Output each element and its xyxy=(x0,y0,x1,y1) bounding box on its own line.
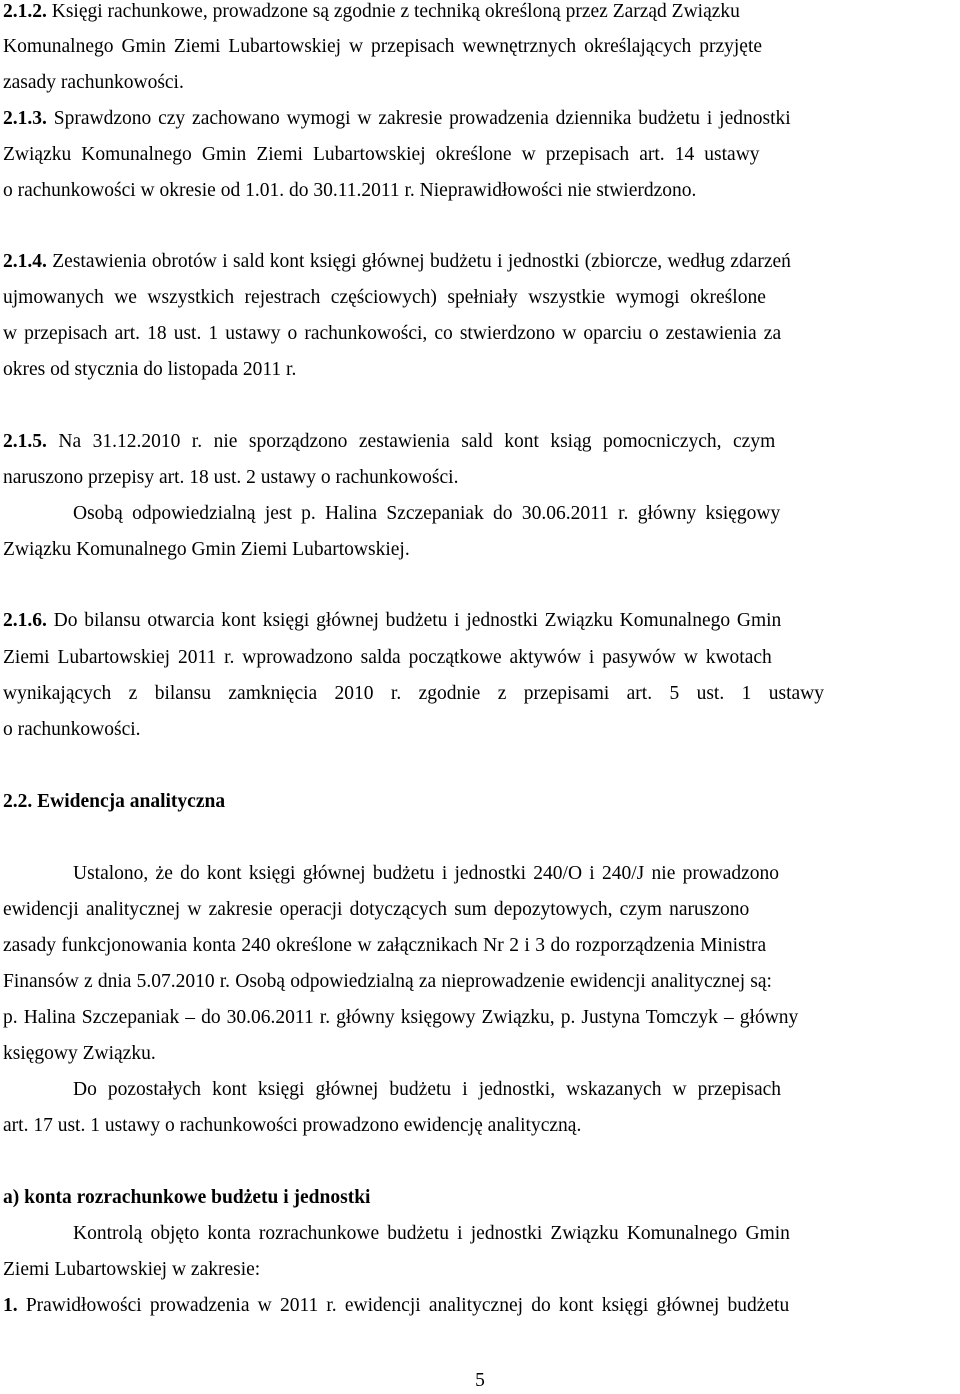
paragraph-2-1-4-line-1 xyxy=(3,250,791,274)
paragraph-2-1-6-line-1 xyxy=(3,609,781,633)
page-number: 5 xyxy=(475,1370,485,1391)
paragraph-a-line-1: Kontrolą objęto konta rozrachunkowe budżetu i jednostki Związku Komunalnego Gmin xyxy=(73,1223,790,1244)
paragraph-2-1-3-line-2: Związku Komunalnego Gmin Ziemi Lubartowskiej określone w przepisach art. 14 ustawy xyxy=(3,144,760,165)
paragraph-2-1-2-line-3: zasady rachunkowości. xyxy=(3,72,184,93)
paragraph-2-2-line-7: Do pozostałych kont księgi głównej budżetu i jednostki, wskazanych w przepisach xyxy=(73,1079,782,1100)
paragraph-2-2-line-4: Finansów z dnia 5.07.2010 r. Osobą odpowiedzialną za nieprowadzenie ewidencji analitycznej są: xyxy=(3,971,772,992)
paragraph-2-2-line-5: p. Halina Szczepaniak – do 30.06.2011 r. główny księgowy Związku, p. Justyna Tomczyk – główny xyxy=(3,1007,799,1028)
paragraph-2-1-2-line-1 xyxy=(3,0,958,24)
paragraph-2-1-5-line-3: Osobą odpowiedzialną jest p. Halina Szczepaniak do 30.06.2011 r. główny księgowy xyxy=(73,503,781,524)
paragraph-2-2-line-3: zasady funkcjonowania konta 240 określone w załącznikach Nr 2 i 3 do rozporządzenia Ministra xyxy=(3,935,767,956)
section-number: 2.1.4. xyxy=(3,251,47,272)
paragraph-2-1-6-line-4: o rachunkowości. xyxy=(3,719,141,740)
text: Do bilansu otwarcia kont księgi głównej budżetu i jednostki Związku Komunalnego Gmin xyxy=(53,610,782,631)
list-item-text: Prawidłowości prowadzenia w 2011 r. ewidencji analitycznej do kont księgi głównej budżetu xyxy=(25,1295,790,1316)
list-item-1 xyxy=(3,1294,789,1318)
text: Sprawdzono czy zachowano wymogi w zakresie prowadzenia dziennika budżetu i jednostki xyxy=(53,108,791,129)
paragraph-2-1-3-line-3: o rachunkowości w okresie od 1.01. do 30.11.2011 r. Nieprawidłowości nie stwierdzono. xyxy=(3,180,697,201)
paragraph-2-1-5-line-2: naruszono przepisy art. 18 ust. 2 ustawy o rachunkowości. xyxy=(3,467,459,488)
paragraph-2-1-6-line-2: Ziemi Lubartowskiej 2011 r. wprowadzono salda początkowe aktywów i pasywów w kwotach xyxy=(3,647,772,668)
subsection-heading-a: a) konta rozrachunkowe budżetu i jednostki xyxy=(3,1187,371,1208)
text: Zestawienia obrotów i sald kont księgi głównej budżetu i jednostki (zbiorcze, według zdarzeń xyxy=(52,251,791,272)
paragraph-2-2-line-8: art. 17 ust. 1 ustawy o rachunkowości prowadzono ewidencję analityczną. xyxy=(3,1115,582,1136)
section-heading-2-2: 2.2. Ewidencja analityczna xyxy=(3,791,226,812)
paragraph-2-1-5-line-1 xyxy=(3,430,775,454)
section-number: 2.1.3. xyxy=(3,108,47,129)
paragraph-2-1-4-line-2: ujmowanych we wszystkich rejestrach częściowych) spełniały wszystkie wymogi określone xyxy=(3,287,766,308)
paragraph-2-2-line-6: księgowy Związku. xyxy=(3,1043,156,1064)
list-item-number: 1. xyxy=(3,1295,18,1316)
text: Księgi rachunkowe, prowadzone są zgodnie z techniką określoną przez Zarząd Związku xyxy=(51,1,740,22)
paragraph-2-2-line-1: Ustalono, że do kont księgi głównej budżetu i jednostki 240/O i 240/J nie prowadzono xyxy=(73,863,780,884)
paragraph-2-1-4-line-4: okres od stycznia do listopada 2011 r. xyxy=(3,359,297,380)
text: Na 31.12.2010 r. nie sporządzono zestawienia sald kont ksiąg pomocniczych, czym xyxy=(58,431,776,452)
paragraph-2-1-2-line-2: Komunalnego Gmin Ziemi Lubartowskiej w przepisach wewnętrznych określających przyjęte xyxy=(3,36,763,57)
section-number: 2.1.6. xyxy=(3,610,47,631)
paragraph-2-2-line-2: ewidencji analitycznej w zakresie operacji dotyczących sum depozytowych, czym naruszono xyxy=(3,899,750,920)
paragraph-2-1-5-line-4: Związku Komunalnego Gmin Ziemi Lubartowskiej. xyxy=(3,539,410,560)
section-number: 2.1.5. xyxy=(3,431,47,452)
paragraph-2-1-3-line-1 xyxy=(3,107,791,131)
paragraph-2-1-6-line-3: wynikających z bilansu zamknięcia 2010 r. zgodnie z przepisami art. 5 ust. 1 ustawy xyxy=(3,683,824,704)
section-number: 2.1.2. xyxy=(3,1,47,22)
paragraph-2-1-4-line-3: w przepisach art. 18 ust. 1 ustawy o rachunkowości, co stwierdzono w oparciu o zestawienia za xyxy=(3,323,782,344)
paragraph-a-line-2: Ziemi Lubartowskiej w zakresie: xyxy=(3,1259,261,1280)
